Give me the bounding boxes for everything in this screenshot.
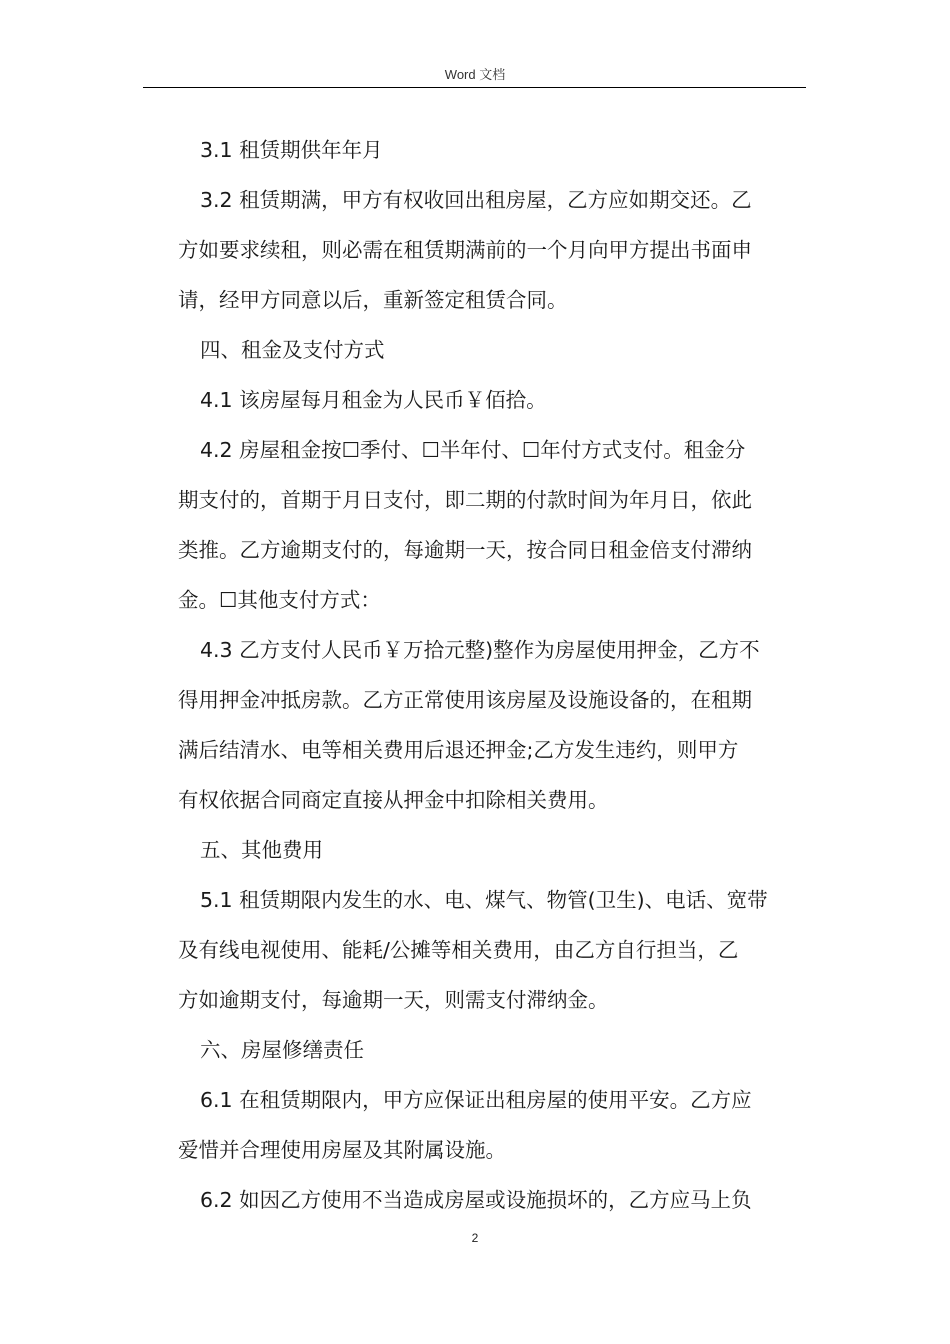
page-header: Word 文档 <box>444 67 506 82</box>
body-line: 期支付的，首期于月日支付，即二期的付款时间为年月日，依此 <box>178 488 752 512</box>
body-line: 及有线电视使用、能耗/公摊等相关费用，由乙方自行担当，乙 <box>178 938 739 962</box>
section-heading: 六、房屋修缮责任 <box>200 1038 364 1062</box>
body-line: 满后结清水、电等相关费用后退还押金;乙方发生违约，则甲方 <box>178 738 739 762</box>
body-line: 6.1 在租赁期限内，甲方应保证出租房屋的使用平安。乙方应 <box>200 1088 752 1112</box>
section-heading: 五、其他费用 <box>200 838 323 862</box>
body-line: 方如要求续租，则必需在租赁期满前的一个月向甲方提出书面申 <box>178 238 752 262</box>
body-line: 爱惜并合理使用房屋及其附属设施。 <box>178 1138 506 1162</box>
body-line: 有权依据合同商定直接从押金中扣除相关费用。 <box>178 788 609 812</box>
section-heading: 四、租金及支付方式 <box>200 338 385 362</box>
body-line: 4.2 房屋租金按☐季付、☐半年付、☐年付方式支付。租金分 <box>200 438 746 462</box>
body-line: 类推。乙方逾期支付的，每逾期一天，按合同日租金倍支付滞纳 <box>178 538 752 562</box>
body-line: 金。☐其他支付方式： <box>178 588 381 612</box>
body-line: 方如逾期支付，每逾期一天，则需支付滞纳金。 <box>178 988 609 1012</box>
body-line: 4.3 乙方支付人民币￥万拾元整)整作为房屋使用押金，乙方不 <box>200 638 760 662</box>
body-line: 请，经甲方同意以后，重新签定租赁合同。 <box>178 288 568 312</box>
body-line: 3.1 租赁期供年年月 <box>200 138 383 162</box>
body-line: 4.1 该房屋每月租金为人民币￥佰拾。 <box>200 388 547 412</box>
document-body <box>178 125 806 1225</box>
body-line: 得用押金冲抵房款。乙方正常使用该房屋及设施设备的，在租期 <box>178 688 752 712</box>
body-line: 3.2 租赁期满，甲方有权收回出租房屋，乙方应如期交还。乙 <box>200 188 752 212</box>
body-line: 5.1 租赁期限内发生的水、电、煤气、物管(卫生)、电话、宽带 <box>200 888 768 912</box>
page-number: 2 <box>471 1231 479 1245</box>
body-line: 6.2 如因乙方使用不当造成房屋或设施损坏的，乙方应马上负 <box>200 1188 752 1212</box>
header-divider <box>143 87 806 88</box>
